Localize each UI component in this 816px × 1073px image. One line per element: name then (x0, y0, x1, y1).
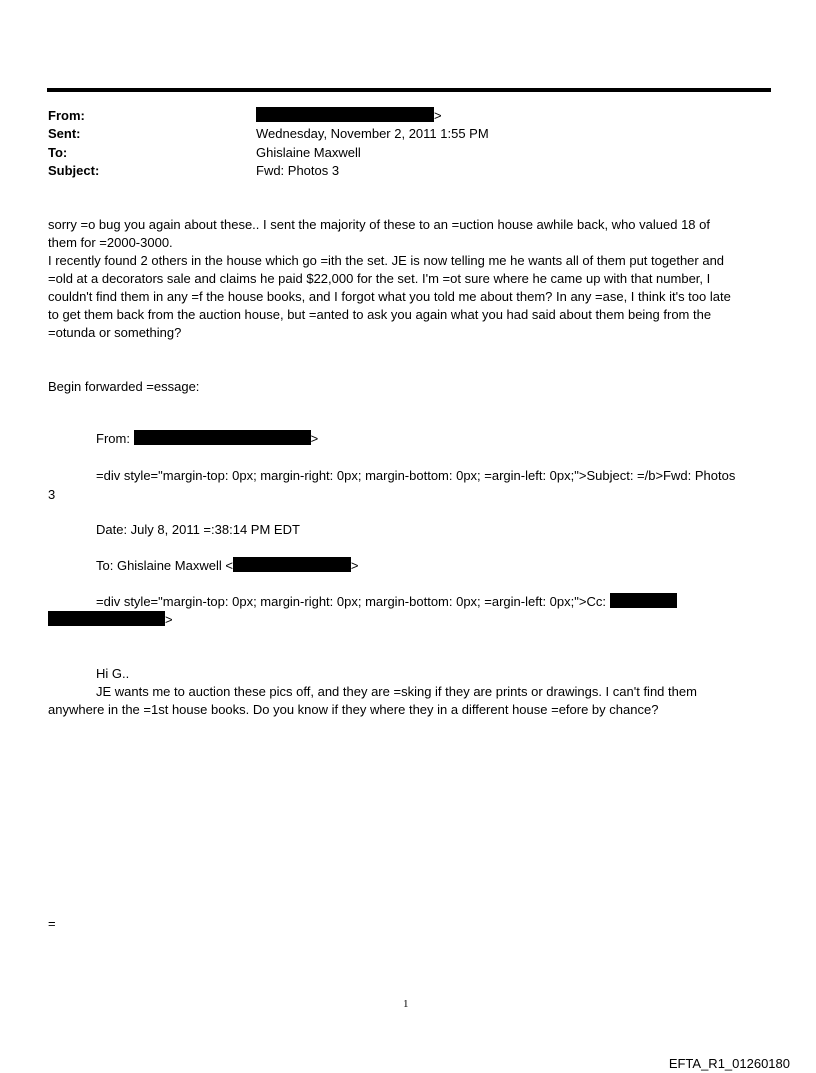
fwd-to-suffix: > (350, 558, 359, 573)
fwd-subject-line: =div style="margin-top: 0px; margin-right: 0px; margin-bottom: 0px; =argin-left: 0px;">Subject: =/b>Fwd: Photos (96, 468, 736, 483)
fwd-from-suffix: > (310, 431, 319, 446)
redaction-box (256, 107, 434, 122)
body-line: sorry =o bug you again about these.. I sent the majority of these to an =uction house awhile back, who valued 18 of (48, 217, 710, 232)
from-label: From: (48, 108, 85, 123)
fwd-cc-wrap (48, 611, 173, 628)
redaction-box (610, 593, 677, 608)
body-line: =otunda or something? (48, 325, 182, 340)
fwd-greeting: Hi G.. (96, 666, 130, 681)
fwd-cc-suffix: > (165, 612, 173, 627)
fwd-message-line: JE wants me to auction these pics off, and they are =sking if they are prints or drawings. I can't find them (96, 684, 697, 699)
header-rule (47, 88, 771, 92)
body-line: to get them back from the auction house, but =anted to ask you again what you had said about them being from the (48, 307, 712, 322)
fwd-message-line: anywhere in the =1st house books. Do you know if they where they in a different house =efore by chance? (48, 702, 659, 717)
subject-value: Fwd: Photos 3 (256, 163, 340, 178)
from-value (256, 107, 442, 124)
redaction-box (48, 611, 165, 626)
fwd-cc-line (96, 593, 677, 610)
to-label: To: (48, 145, 68, 160)
fwd-subject-wrap: 3 (48, 487, 56, 502)
page-number: 1 (403, 998, 409, 1010)
trailing-equals: = (48, 916, 56, 931)
begin-forwarded-label: Begin forwarded =essage: (48, 379, 200, 394)
body-line: =old at a decorators sale and claims he paid $22,000 for the set. I'm =ot sure where he came up with that number, I (48, 271, 711, 286)
fwd-cc-text: =div style="margin-top: 0px; margin-right: 0px; margin-bottom: 0px; =argin-left: 0px;">Cc: (96, 594, 606, 609)
body-line: I recently found 2 others in the house which go =ith the set. JE is now telling me he wants all of them put together and (48, 253, 725, 268)
body-line: couldn't find them in any =f the house books, and I forgot what you told me about them? In any =ase, I think it's too late (48, 289, 731, 304)
redaction-box (134, 430, 311, 445)
from-suffix: > (434, 108, 442, 123)
bates-number: EFTA_R1_01260180 (668, 1056, 790, 1071)
fwd-from-label: From: (96, 431, 130, 446)
fwd-date-line: Date: July 8, 2011 =:38:14 PM EDT (96, 522, 300, 537)
subject-label: Subject: (48, 163, 100, 178)
fwd-to-line (96, 557, 359, 574)
sent-label: Sent: (48, 126, 81, 141)
redaction-box (233, 557, 351, 572)
fwd-to-prefix: To: Ghislaine Maxwell < (96, 558, 233, 573)
sent-value: Wednesday, November 2, 2011 1:55 PM (256, 126, 489, 141)
fwd-from-line (96, 430, 318, 447)
to-value: Ghislaine Maxwell (256, 145, 361, 160)
body-line: them for =2000-3000. (48, 235, 173, 250)
